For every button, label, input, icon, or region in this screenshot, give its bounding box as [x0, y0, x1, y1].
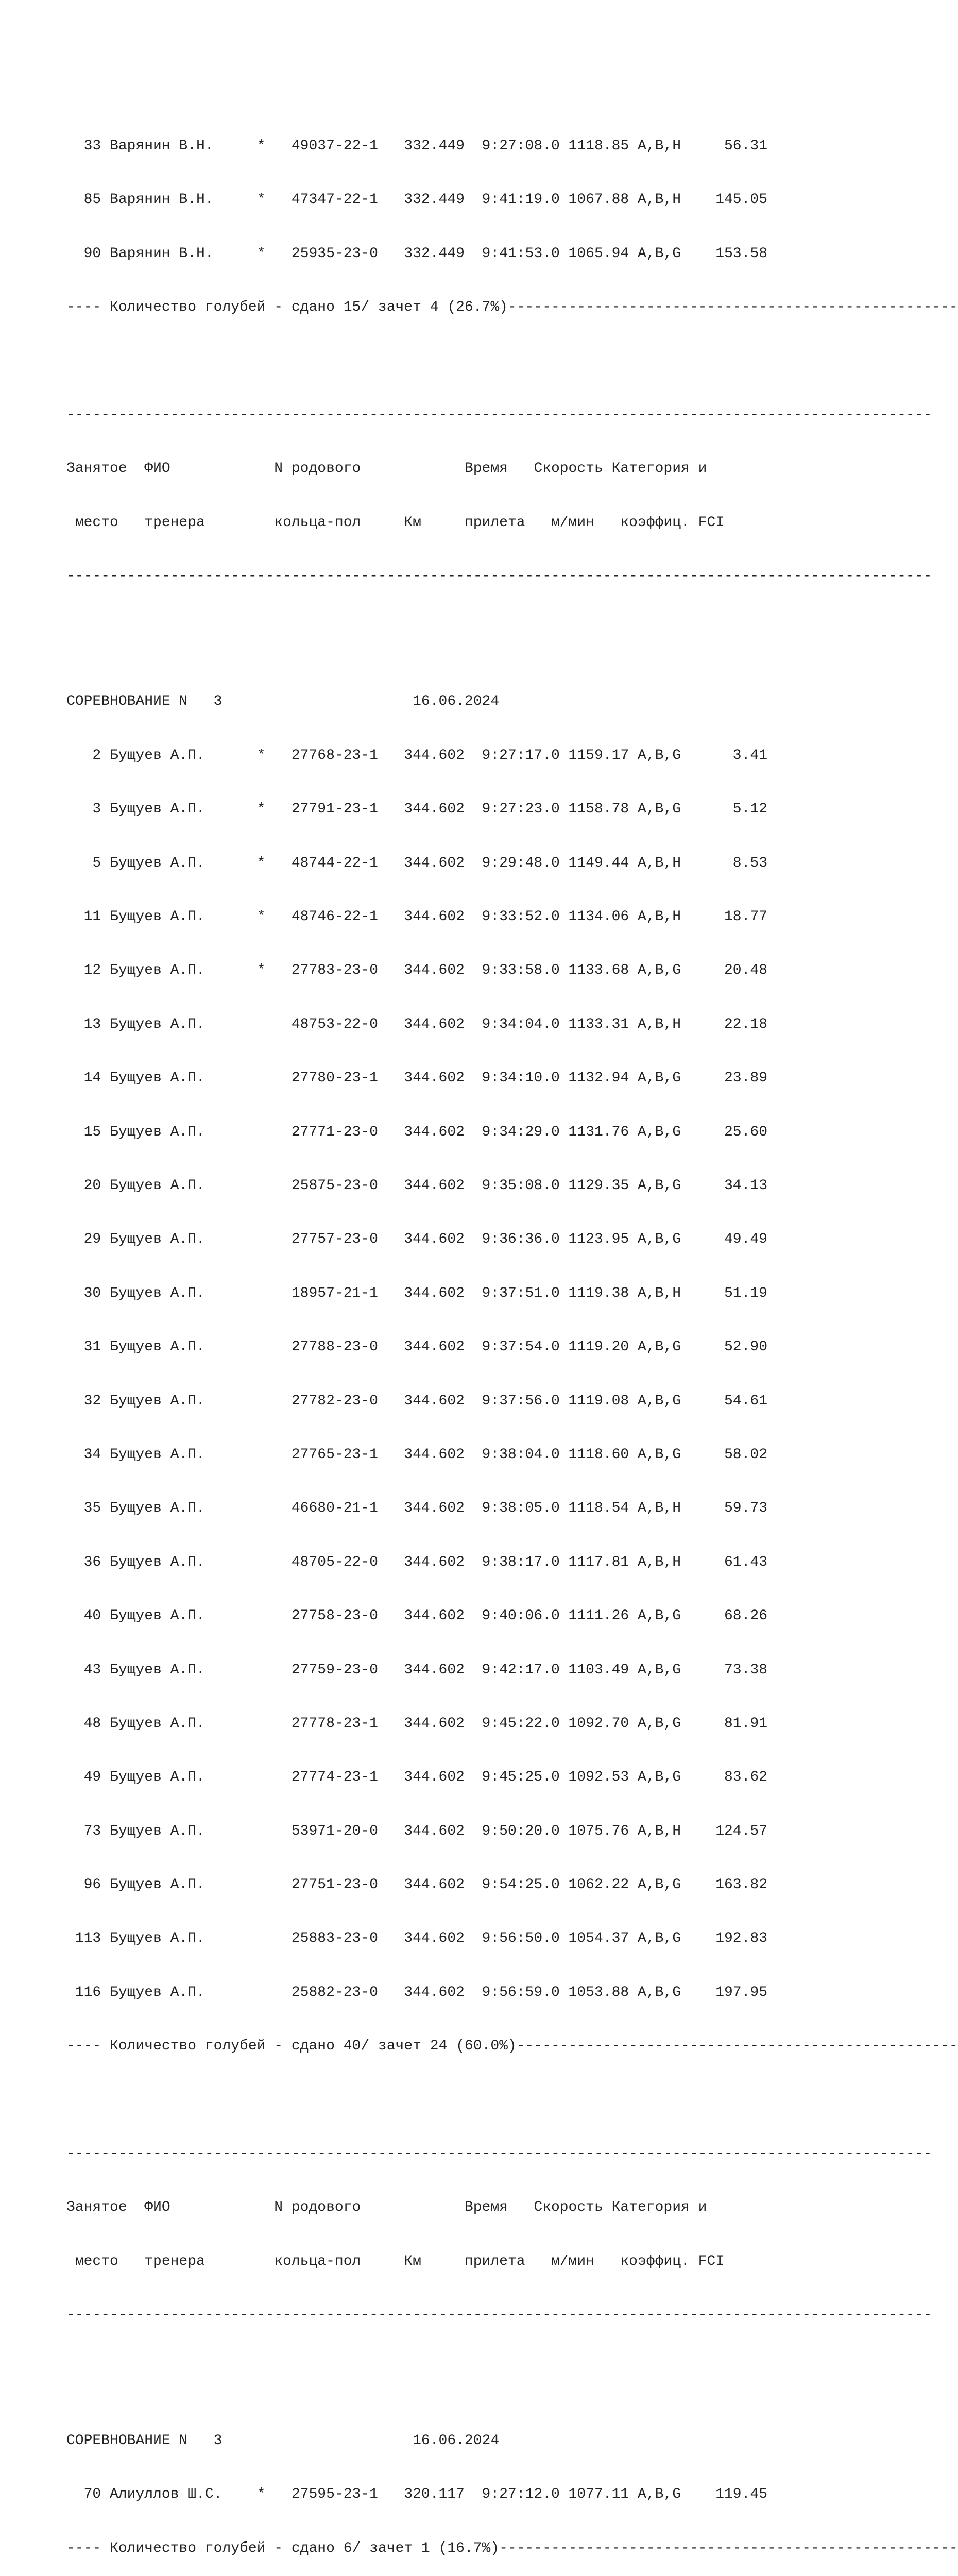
result-row: 35 Бущуев А.П. 46680-21-1 344.602 9:38:05.0 1118.54 A,B,H 59.73	[66, 1500, 768, 1517]
competition-title: СОРЕВНОВАНИЕ N 3 16.06.2024	[66, 693, 500, 710]
result-row: 96 Бущуев А.П. 27751-23-0 344.602 9:54:25.0 1062.22 A,B,G 163.82	[66, 1877, 768, 1893]
result-row: 15 Бущуев А.П. 27771-23-0 344.602 9:34:29.0 1131.76 A,B,G 25.60	[66, 1124, 768, 1140]
result-row: 36 Бущуев А.П. 48705-22-0 344.602 9:38:17.0 1117.81 A,B,H 61.43	[66, 1554, 768, 1570]
block-bushuev	[66, 657, 958, 2092]
result-row: 40 Бущуев А.П. 27758-23-0 344.602 9:40:06.0 1111.26 A,B,G 68.26	[66, 1608, 768, 1624]
block-varyanin	[66, 101, 958, 352]
result-row: 34 Бущуев А.П. 27765-23-1 344.602 9:38:04.0 1118.60 A,B,G 58.02	[66, 1446, 768, 1463]
separator-line: ----------------------------------------------------------------------------------------------------	[66, 2146, 932, 2162]
results-report	[66, 30, 958, 2576]
result-row: 5 Бущуев А.П. * 48744-22-1 344.602 9:29:48.0 1149.44 A,B,H 8.53	[66, 855, 768, 871]
result-row: 3 Бущуев А.П. * 27791-23-1 344.602 9:27:23.0 1158.78 A,B,G 5.12	[66, 801, 768, 818]
result-row: 12 Бущуев А.П. * 27783-23-0 344.602 9:33:58.0 1133.68 A,B,G 20.48	[66, 962, 768, 979]
result-row: 90 Варянин В.Н. * 25935-23-0 332.449 9:41:53.0 1065.94 A,B,G 153.58	[66, 245, 768, 262]
result-row: 31 Бущуев А.П. 27788-23-0 344.602 9:37:54.0 1119.20 A,B,G 52.90	[66, 1339, 768, 1355]
result-row: 2 Бущуев А.П. * 27768-23-1 344.602 9:27:17.0 1159.17 A,B,G 3.41	[66, 747, 768, 764]
result-row: 70 Алиуллов Ш.С. * 27595-23-1 320.117 9:27:12.0 1077.11 A,B,G 119.45	[66, 2486, 768, 2503]
column-header-line-2: место тренера кольца-пол Км прилета м/мин коэффиц. FCI	[66, 514, 725, 531]
block-summary: ---- Количество голубей - сдано 6/ зачет 1 (16.7%)-----------------------------------------------------	[66, 2540, 958, 2556]
result-row: 73 Бущуев А.П. 53971-20-0 344.602 9:50:20.0 1075.76 A,B,H 124.57	[66, 1823, 768, 1839]
block-alilullov	[66, 2396, 958, 2576]
block-summary: ---- Количество голубей - сдано 40/ зачет 24 (60.0%)---------------------------------------------------	[66, 2038, 958, 2055]
separator-line: ----------------------------------------------------------------------------------------------------	[66, 568, 932, 584]
separator-line: ----------------------------------------------------------------------------------------------------	[66, 2307, 932, 2324]
column-header-line-2: место тренера кольца-пол Км прилета м/мин коэффиц. FCI	[66, 2253, 725, 2269]
result-row: 29 Бущуев А.П. 27757-23-0 344.602 9:36:36.0 1123.95 A,B,G 49.49	[66, 1231, 768, 1248]
result-row: 43 Бущуев А.П. 27759-23-0 344.602 9:42:17.0 1103.49 A,B,G 73.38	[66, 1662, 768, 1678]
result-row: 11 Бущуев А.П. * 48746-22-1 344.602 9:33:52.0 1134.06 A,B,H 18.77	[66, 909, 768, 925]
competition-title: СОРЕВНОВАНИЕ N 3 16.06.2024	[66, 2432, 500, 2449]
result-row: 49 Бущуев А.П. 27774-23-1 344.602 9:45:25.0 1092.53 A,B,G 83.62	[66, 1769, 768, 1786]
result-row: 85 Варянин В.Н. * 47347-22-1 332.449 9:41:19.0 1067.88 A,B,H 145.05	[66, 192, 768, 208]
result-row: 48 Бущуев А.П. 27778-23-1 344.602 9:45:22.0 1092.70 A,B,G 81.91	[66, 1715, 768, 1732]
result-row: 32 Бущуев А.П. 27782-23-0 344.602 9:37:56.0 1119.08 A,B,G 54.61	[66, 1393, 768, 1409]
result-row: 33 Варянин В.Н. * 49037-22-1 332.449 9:27:08.0 1118.85 A,B,H 56.31	[66, 138, 768, 154]
column-header-line-1: Занятое ФИО N родового Время Скорость Категория и	[66, 461, 707, 477]
column-header-line-1: Занятое ФИО N родового Время Скорость Категория и	[66, 2199, 707, 2216]
separator-line: ----------------------------------------------------------------------------------------------------	[66, 406, 932, 423]
result-row: 14 Бущуев А.П. 27780-23-1 344.602 9:34:10.0 1132.94 A,B,G 23.89	[66, 1070, 768, 1087]
result-row: 113 Бущуев А.П. 25883-23-0 344.602 9:56:50.0 1054.37 A,B,G 192.83	[66, 1930, 768, 1947]
block-summary: ---- Количество голубей - сдано 15/ зачет 4 (26.7%)----------------------------------------------------	[66, 299, 958, 315]
result-row: 20 Бущуев А.П. 25875-23-0 344.602 9:35:08.0 1129.35 A,B,G 34.13	[66, 1178, 768, 1194]
result-row: 13 Бущуев А.П. 48753-22-0 344.602 9:34:04.0 1133.31 A,B,H 22.18	[66, 1016, 768, 1032]
result-row: 116 Бущуев А.П. 25882-23-0 344.602 9:56:59.0 1053.88 A,B,G 197.95	[66, 1984, 768, 2001]
result-row: 30 Бущуев А.П. 18957-21-1 344.602 9:37:51.0 1119.38 A,B,H 51.19	[66, 1285, 768, 1301]
